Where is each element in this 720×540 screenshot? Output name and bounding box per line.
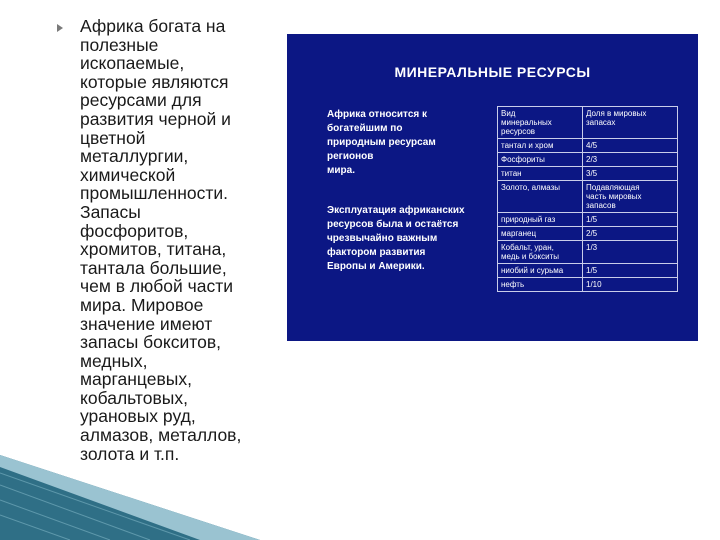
table-cell-share: 3/5 xyxy=(583,167,678,181)
table-cell-resource: титан xyxy=(498,167,583,181)
mineral-resources-slide-image xyxy=(287,34,698,341)
table-cell-resource: Кобальт, уран, медь и бокситы xyxy=(498,241,583,264)
slide-paragraph-2: Эксплуатация африканских ресурсов была и остаётся чрезвычайно важным фактором развития Европы и Америки. xyxy=(327,205,465,272)
table-cell-resource: Фосфориты xyxy=(498,153,583,167)
table-cell-share: 1/5 xyxy=(583,213,678,227)
table-row xyxy=(498,278,678,292)
table-cell-resource: Вид минеральных ресурсов xyxy=(498,107,583,139)
table-cell-resource: Золото, алмазы xyxy=(498,181,583,213)
table-row xyxy=(498,139,678,153)
bullet-arrow-icon xyxy=(57,24,63,32)
table-cell-resource: марганец xyxy=(498,227,583,241)
table-cell-resource: тантал и хром xyxy=(498,139,583,153)
table-row xyxy=(498,241,678,264)
table-cell-resource: ниобий и сурьма xyxy=(498,264,583,278)
table-row xyxy=(498,153,678,167)
table-cell-share: Подавляющая часть мировых запасов xyxy=(583,181,678,213)
table-cell-resource: природный газ xyxy=(498,213,583,227)
table-row xyxy=(498,227,678,241)
table-row xyxy=(498,213,678,227)
table-cell-share: 1/10 xyxy=(583,278,678,292)
table-cell-share: 1/3 xyxy=(583,241,678,264)
table-cell-share: 2/3 xyxy=(583,153,678,167)
slide-paragraph-1: Африка относится к богатейшим по природным ресурсам регионов мира. xyxy=(327,109,436,176)
table-row xyxy=(498,107,678,139)
table-cell-share: 2/5 xyxy=(583,227,678,241)
table-row xyxy=(498,181,678,213)
table-cell-share: 1/5 xyxy=(583,264,678,278)
decorative-corner-swoosh xyxy=(0,455,260,540)
table-row xyxy=(498,167,678,181)
table-cell-share: Доля в мировых запасах xyxy=(583,107,678,139)
table-cell-resource: нефть xyxy=(498,278,583,292)
slide-title: МИНЕРАЛЬНЫЕ РЕСУРСЫ xyxy=(394,64,591,80)
table-cell-share: 4/5 xyxy=(583,139,678,153)
body-text: Африка богата на полезные ископаемые, которые являются ресурсами для развития черной и цветной металлургии, химической промышленности. Запасы фосфоритов, хромитов, титана, тантала большие, чем в любой части мира. Мировое значение имеют запасы бокситов, медных, марганцевых, кобальтовых, урановых руд, алмазов, металлов, золота и т.п. xyxy=(80,16,242,464)
table-row xyxy=(498,264,678,278)
resources-table xyxy=(497,106,678,292)
